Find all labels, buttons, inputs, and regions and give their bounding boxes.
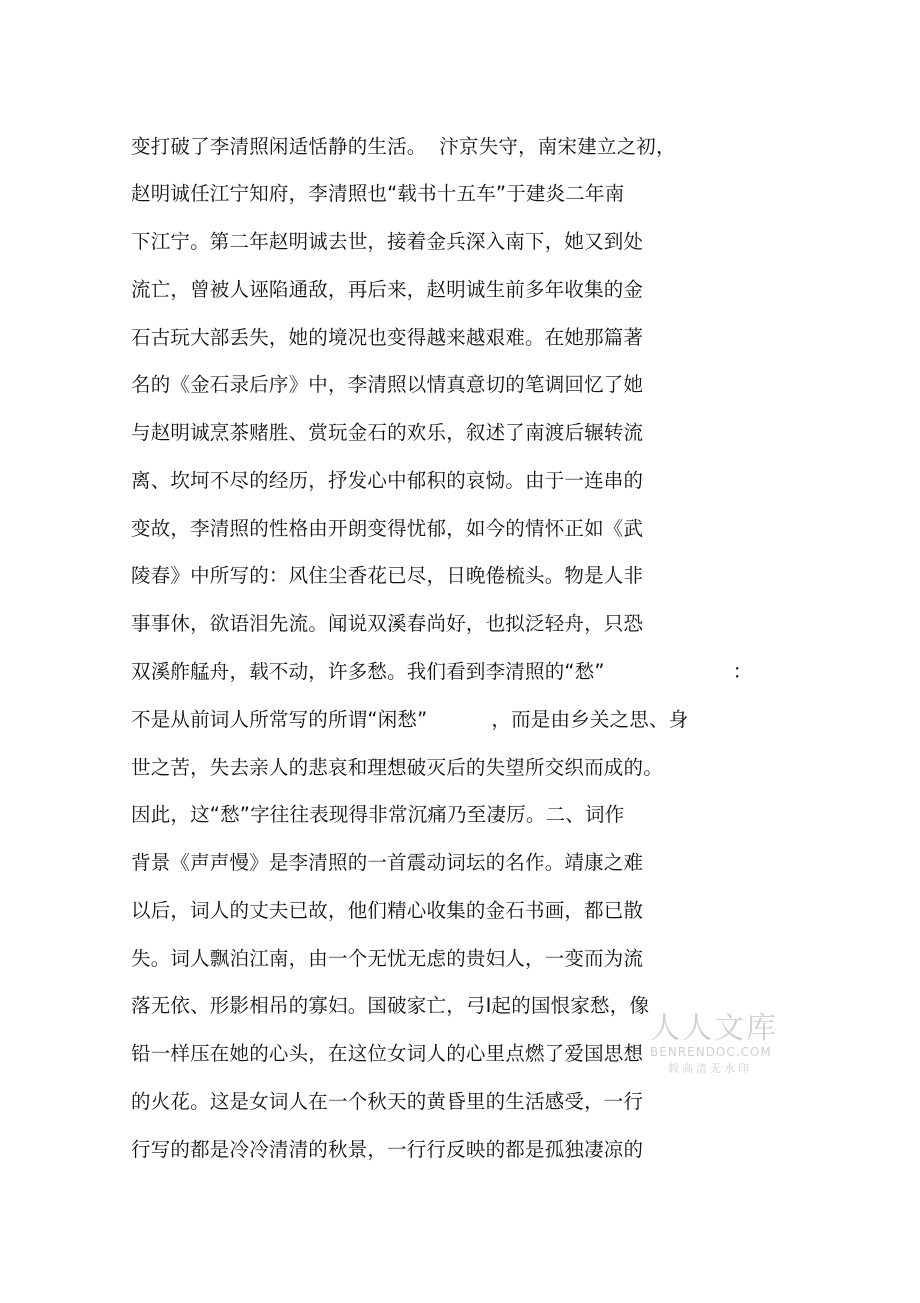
- text-line: 双溪舴艋舟，载不动，许多愁。我们看到李清照的“愁” ：: [131, 660, 753, 683]
- text-line: 变故，李清照的性格由开朗变得忧郁，如今的情怀正如《武: [131, 517, 644, 540]
- text-line: 以后，词人的丈夫已故，他们精心收集的金石书画，都已散: [131, 899, 644, 922]
- text-line: 世之苦，失去亲人的悲哀和理想破灭后的失望所交织而成的。: [131, 756, 663, 779]
- text-line: 赵明诚任江宁知府，李清照也“载书十五车”于建炎二年南: [131, 182, 625, 205]
- text-line: 背景《声声慢》是李清照的一首震动词坛的名作。靖康之难: [131, 851, 644, 874]
- text-line: 下江宁。第二年赵明诚去世，接着金兵深入南下，她又到处: [131, 230, 644, 253]
- watermark-url: BENRENDOC.COM: [650, 1045, 772, 1059]
- text-line: 离、坎坷不尽的经历，抒发心中郁积的哀恸。由于一连串的: [131, 469, 644, 492]
- text-line: 因此，这“愁”字往往表现得非常沉痛乃至凄厉。二、词作: [131, 803, 625, 826]
- text-line: 的火花。这是女词人在一个秋天的黄昏里的生活感受，一行: [131, 1090, 644, 1113]
- text-line: 失。词人飘泊江南，由一个无忧无虑的贵妇人，一变而为流: [131, 947, 644, 970]
- watermark-subtitle: 载高清无水印: [668, 1062, 752, 1075]
- watermark-logo: [650, 1012, 780, 1082]
- text-line: 行写的都是冷冷清清的秋景，一行行反映的都是孤独凄凉的: [131, 1138, 644, 1161]
- text-line: 不是从前词人所常写的所谓“闲愁” ，而是由乡关之思、身: [131, 708, 689, 731]
- text-line: 陵春》中所写的：风住尘香花已尽，日晚倦梳头。物是人非: [131, 564, 644, 587]
- text-line: 名的《金石录后序》中，李清照以情真意切的笔调回忆了她: [131, 373, 644, 396]
- text-line: 落无依、形影相吊的寡妇。国破家亡，弓I起的国恨家愁，像: [131, 994, 650, 1017]
- text-line: 与赵明诚烹茶赌胜、赏玩金石的欢乐，叙述了南渡后辗转流: [131, 421, 644, 444]
- text-line: 铅一样压在她的心头，在这位女词人的心里点燃了爱国思想: [131, 1042, 644, 1065]
- text-line: 变打破了李清照闲适恬静的生活。 汴京失守，南宋建立之初，: [131, 135, 676, 158]
- text-line: 石古玩大部丢失，她的境况也变得越来越艰难。在她那篇著: [131, 326, 644, 349]
- text-line: 流亡，曾被人诬陷通敌，再后来，赵明诚生前多年收集的金: [131, 278, 644, 301]
- watermark-title: 人人文库: [650, 1011, 778, 1046]
- text-line: 事事休，欲语泪先流。闻说双溪春尚好，也拟泛轻舟，只恐: [131, 612, 644, 635]
